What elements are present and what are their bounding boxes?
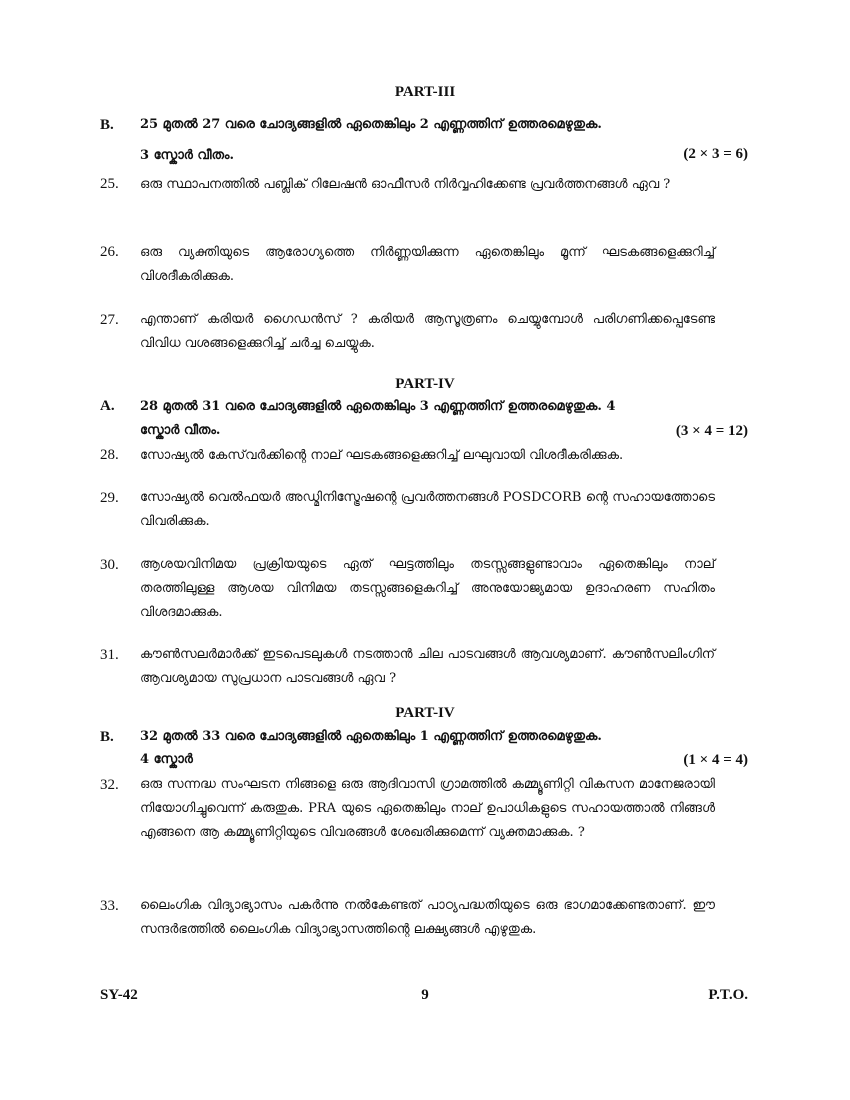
section-label: A.: [100, 398, 115, 414]
question-number: 30.: [100, 557, 119, 573]
marks-formula: (2 × 3 = 6): [683, 146, 748, 162]
question-number: 32.: [100, 777, 119, 793]
section-label: B.: [100, 117, 114, 133]
paper-code: SY-42: [100, 987, 138, 1003]
page-number: 9: [421, 987, 429, 1003]
question-number: 29.: [100, 490, 119, 506]
question-number: 33.: [100, 898, 119, 914]
marks-formula: (3 × 4 = 12): [675, 423, 748, 439]
question-text: സോഷ്യൽ വെൽഫയർ അഡ്മിനിസ്ട്രേഷന്റെ പ്രവർത്തനങ്ങൾ POSDCORB ന്റെ സഹായത്തോടെ വിവരിക്കുക.: [140, 490, 715, 529]
question-text: സോഷ്യൽ കേസ്‌വർക്കിന്റെ നാല് ഘടകങ്ങളെക്കുറിച്ച് ലഘുവായി വിശദീകരിക്കുക.: [140, 448, 624, 463]
question-text: ആശയവിനിമയ പ്രക്രിയയുടെ ഏത് ഘട്ടത്തിലും തടസ്സങ്ങളുണ്ടാവാം ഏതെങ്കിലും നാല് തരത്തിലുള്ള ആശയ വിനിമയ തടസ്സങ്ങളെകുറിച്ച് അനുയോജ്യമായ ഉദാഹരണ സഹിതം വിശദമാക്കുക.: [140, 557, 715, 620]
question-text: ലൈംഗിക വിദ്യാഭ്യാസം പകർന്നു നൽകേണ്ടത് പാഠ്യപദ്ധതിയുടെ ഒരു ഭാഗമാക്കേണ്ടതാണ്. ഈ സന്ദർഭത്തിൽ ലൈംഗിക വിദ്യാഭ്യാസത്തിന്റെ ലക്ഷ്യങ്ങൾ എഴുതുക.: [140, 898, 715, 937]
section-instruction: 28 മുതൽ 31 വരെ ചോദ്യങ്ങളിൽ ഏതെങ്കിലും 3 എണ്ണത്തിന് ഉത്തരമെഴുതുക. 4: [140, 399, 616, 414]
section-instruction: 32 മുതൽ 33 വരെ ചോദ്യങ്ങളിൽ ഏതെങ്കിലും 1 എണ്ണത്തിന് ഉത്തരമെഴുതുക.: [140, 729, 602, 744]
part-3-title: PART-III: [394, 84, 456, 100]
pto-label: P.T.O.: [708, 987, 748, 1003]
score-line: സ്കോർ വീതം.: [140, 423, 221, 438]
question-text: ഒരു സ്ഥാപനത്തിൽ പബ്ലിക് റിലേഷൻ ഓഫീസർ നിർവ്വഹിക്കേണ്ട പ്രവർത്തനങ്ങൾ ഏവ ?: [140, 177, 671, 192]
question-text: ഒരു വ്യക്തിയുടെ ആരോഗ്യത്തെ നിർണ്ണയിക്കുന്ന ഏതെങ്കിലും മൂന്ന് ഘടകങ്ങളെക്കുറിച്ച് വിശദീകരിക്കുക.: [140, 245, 715, 284]
question-text: കൗൺസലർമാർക്ക് ഇടപെടലുകൾ നടത്താൻ ചില പാടവങ്ങൾ ആവശ്യമാണ്. കൗൺസലിംഗിന് ആവശ്യമായ സുപ്രധാന പാടവങ്ങൾ ഏവ ?: [140, 647, 715, 686]
score-line: 4 സ്കോർ: [140, 752, 193, 767]
marks-formula: (1 × 4 = 4): [683, 752, 748, 768]
part-4a-title: PART-IV: [395, 376, 455, 392]
score-line: 3 സ്കോർ വീതം.: [140, 148, 235, 163]
question-number: 28.: [100, 447, 119, 463]
part-4b-title: PART-IV: [395, 705, 455, 721]
section-label: B.: [100, 729, 114, 745]
question-number: 25.: [100, 176, 119, 192]
section-instruction: 25 മുതൽ 27 വരെ ചോദ്യങ്ങളിൽ ഏതെങ്കിലും 2 എണ്ണത്തിന് ഉത്തരമെഴുതുക.: [140, 117, 602, 132]
question-number: 31.: [100, 647, 119, 663]
question-text: ഒരു സന്നദ്ധ സംഘടന നിങ്ങളെ ഒരു ആദിവാസി ഗ്രാമത്തിൽ കമ്മ്യൂണിറ്റി വികസന മാനേജരായി നിയോഗിച്ചുവെന്ന് കരുതുക. PRA യുടെ ഏതെങ്കിലും നാല് ഉപാധികളുടെ സഹായത്താൽ നിങ്ങൾ എങ്ങനെ ആ കമ്മ്യൂണിറ്റിയുടെ വിവരങ്ങൾ ശേഖരിക്കുമെന്ന് വ്യക്തമാക്കുക. ?: [140, 777, 715, 840]
question-number: 27.: [100, 312, 119, 328]
question-text: എന്താണ് കരിയർ ഗൈഡൻസ് ? കരിയർ ആസൂത്രണം ചെയ്യുമ്പോൾ പരിഗണിക്കപ്പെടേണ്ട വിവിധ വശങ്ങളെക്കുറിച്ച് ചർച്ച ചെയ്യുക.: [140, 312, 715, 351]
question-number: 26.: [100, 244, 119, 260]
